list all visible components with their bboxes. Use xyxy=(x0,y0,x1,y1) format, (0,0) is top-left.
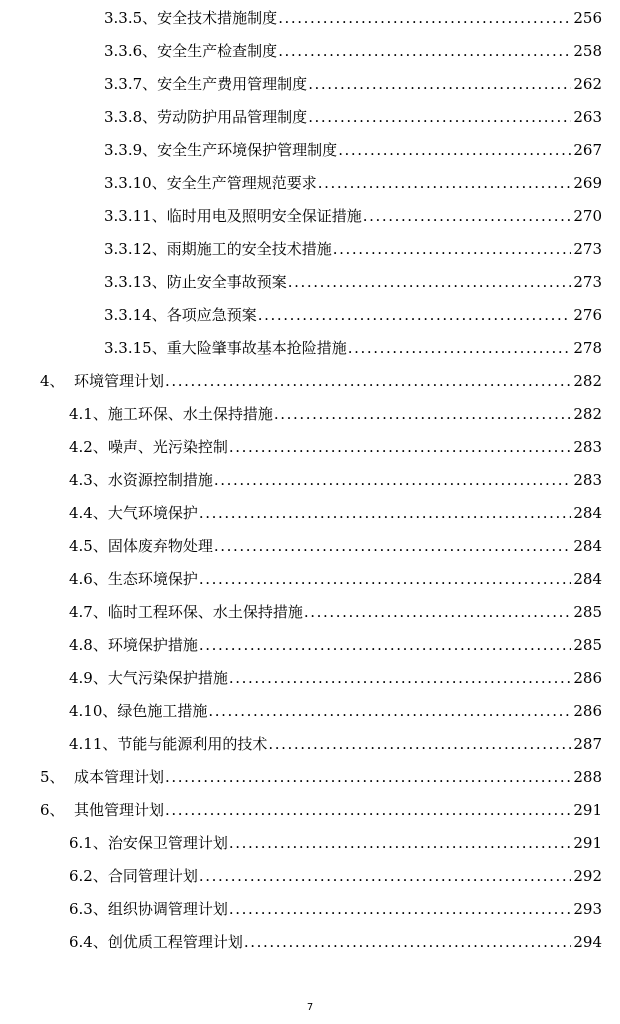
toc-entry[interactable] xyxy=(69,532,602,556)
entry-number: 3.3.6、 xyxy=(104,42,158,60)
entry-page: 273 xyxy=(573,273,602,291)
entry-title: 环境管理计划 xyxy=(74,372,165,390)
entry-title: 劳动防护用品管理制度 xyxy=(157,108,308,126)
entry-page: 284 xyxy=(573,504,602,522)
dot-leader xyxy=(304,602,571,622)
entry-page: 269 xyxy=(573,174,602,192)
toc-entry[interactable] xyxy=(69,499,602,523)
entry-page: 291 xyxy=(573,834,602,852)
dot-leader xyxy=(348,338,572,358)
dot-leader xyxy=(199,635,571,655)
entry-number: 4、 xyxy=(40,372,65,390)
dot-leader xyxy=(268,734,571,754)
entry-number: 3.3.9、 xyxy=(104,141,158,159)
toc-entry[interactable] xyxy=(104,202,602,226)
entry-title: 雨期施工的安全技术措施 xyxy=(166,240,332,258)
entry-number: 3.3.15、 xyxy=(104,339,167,357)
entry-number: 4.2、 xyxy=(69,438,108,456)
dot-leader xyxy=(278,41,571,61)
entry-page: 283 xyxy=(573,438,602,456)
entry-number: 6.4、 xyxy=(69,933,108,951)
entry-number: 4.3、 xyxy=(69,471,108,489)
entry-title: 创优质工程管理计划 xyxy=(107,933,243,951)
entry-page: 258 xyxy=(573,42,602,60)
entry-number: 3.3.5、 xyxy=(104,9,158,27)
dot-leader xyxy=(338,140,571,160)
dot-leader xyxy=(214,536,571,556)
entry-number: 4.1、 xyxy=(69,405,108,423)
toc-entry[interactable] xyxy=(69,697,602,721)
entry-page: 291 xyxy=(573,801,602,819)
dot-leader xyxy=(199,866,571,886)
entry-page: 293 xyxy=(573,900,602,918)
entry-page: 285 xyxy=(573,636,602,654)
dot-leader xyxy=(363,206,572,226)
page-number: 7 xyxy=(306,1002,314,1013)
entry-title: 绿色施工措施 xyxy=(117,702,208,720)
entry-number: 3.3.13、 xyxy=(104,273,167,291)
entry-number: 6、 xyxy=(40,801,65,819)
entry-number: 4.5、 xyxy=(69,537,108,555)
entry-page: 276 xyxy=(573,306,602,324)
entry-number: 3.3.11、 xyxy=(104,207,167,225)
entry-page: 286 xyxy=(573,702,602,720)
toc-entry-chapter[interactable] xyxy=(40,367,602,391)
entry-number: 4.10、 xyxy=(69,702,118,720)
entry-number: 3.3.8、 xyxy=(104,108,158,126)
toc-entry[interactable] xyxy=(69,598,602,622)
dot-leader xyxy=(199,569,571,589)
toc-entry[interactable] xyxy=(69,565,602,589)
entry-title: 水资源控制措施 xyxy=(107,471,213,489)
entry-title: 环境保护措施 xyxy=(107,636,198,654)
toc-entry[interactable] xyxy=(104,235,602,259)
dot-leader xyxy=(165,371,571,391)
dot-leader xyxy=(229,668,571,688)
entry-title: 大气环境保护 xyxy=(107,504,198,522)
toc-entry[interactable] xyxy=(69,433,602,457)
toc-entry[interactable] xyxy=(104,4,602,28)
entry-number: 3.3.12、 xyxy=(104,240,167,258)
dot-leader xyxy=(229,437,571,457)
entry-number: 4.6、 xyxy=(69,570,108,588)
entry-page: 284 xyxy=(573,537,602,555)
entry-page: 270 xyxy=(573,207,602,225)
entry-number: 4.4、 xyxy=(69,504,108,522)
entry-page: 284 xyxy=(573,570,602,588)
toc-entry[interactable] xyxy=(104,70,602,94)
entry-number: 4.9、 xyxy=(69,669,108,687)
dot-leader xyxy=(318,173,572,193)
toc-entry[interactable] xyxy=(104,301,602,325)
dot-leader xyxy=(229,833,571,853)
entry-number: 4.8、 xyxy=(69,636,108,654)
toc-entry[interactable] xyxy=(104,136,602,160)
entry-page: 278 xyxy=(573,339,602,357)
entry-title: 固体废弃物处理 xyxy=(107,537,213,555)
entry-title: 安全技术措施制度 xyxy=(157,9,278,27)
dot-leader xyxy=(229,899,571,919)
dot-leader xyxy=(199,503,571,523)
entry-title: 施工环保、水土保持措施 xyxy=(107,405,273,423)
entry-title: 合同管理计划 xyxy=(107,867,198,885)
dot-leader xyxy=(333,239,572,259)
entry-page: 282 xyxy=(573,372,602,390)
entry-title: 安全生产检查制度 xyxy=(157,42,278,60)
toc-entry-chapter[interactable] xyxy=(40,763,602,787)
entry-number: 5、 xyxy=(40,768,65,786)
entry-number: 3.3.7、 xyxy=(104,75,158,93)
dot-leader xyxy=(308,74,571,94)
entry-page: 256 xyxy=(573,9,602,27)
entry-page: 283 xyxy=(573,471,602,489)
entry-number: 3.3.14、 xyxy=(104,306,167,324)
entry-title: 噪声、光污染控制 xyxy=(107,438,228,456)
entry-title: 临时工程环保、水土保持措施 xyxy=(107,603,303,621)
toc-entry[interactable] xyxy=(104,334,602,358)
entry-number: 6.3、 xyxy=(69,900,108,918)
dot-leader xyxy=(258,305,572,325)
entry-title: 重大险肇事故基本抢险措施 xyxy=(166,339,347,357)
toc-entry[interactable] xyxy=(69,631,602,655)
dot-leader xyxy=(278,8,571,28)
toc-entry[interactable] xyxy=(69,400,602,424)
entry-page: 267 xyxy=(573,141,602,159)
entry-number: 3.3.10、 xyxy=(104,174,167,192)
toc-entry[interactable] xyxy=(69,829,602,853)
entry-page: 286 xyxy=(573,669,602,687)
toc-entry[interactable] xyxy=(69,862,602,886)
toc-entry[interactable] xyxy=(69,466,602,490)
entry-page: 273 xyxy=(573,240,602,258)
entry-title: 生态环境保护 xyxy=(107,570,198,588)
entry-page: 294 xyxy=(573,933,602,951)
entry-page: 263 xyxy=(573,108,602,126)
toc-entry[interactable] xyxy=(104,169,602,193)
toc-entry[interactable] xyxy=(69,895,602,919)
dot-leader xyxy=(214,470,571,490)
toc-entry[interactable] xyxy=(104,103,602,127)
entry-number: 6.2、 xyxy=(69,867,108,885)
dot-leader xyxy=(165,767,571,787)
dot-leader xyxy=(274,404,571,424)
entry-title: 安全生产环境保护管理制度 xyxy=(157,141,338,159)
entry-title: 安全生产管理规范要求 xyxy=(166,174,317,192)
entry-number: 6.1、 xyxy=(69,834,108,852)
dot-leader xyxy=(208,701,571,721)
toc-entry[interactable] xyxy=(104,268,602,292)
entry-title: 其他管理计划 xyxy=(74,801,165,819)
dot-leader xyxy=(308,107,571,127)
entry-page: 262 xyxy=(573,75,602,93)
toc-entry[interactable] xyxy=(69,928,602,952)
dot-leader xyxy=(288,272,572,292)
entry-page: 292 xyxy=(573,867,602,885)
dot-leader xyxy=(165,800,571,820)
entry-title: 临时用电及照明安全保证措施 xyxy=(166,207,362,225)
entry-title: 安全生产费用管理制度 xyxy=(157,75,308,93)
entry-page: 285 xyxy=(573,603,602,621)
dot-leader xyxy=(244,932,571,952)
entry-title: 组织协调管理计划 xyxy=(107,900,228,918)
toc-entry-chapter[interactable] xyxy=(40,796,602,820)
entry-page: 287 xyxy=(573,735,602,753)
toc-entry[interactable] xyxy=(69,730,602,754)
entry-page: 288 xyxy=(573,768,602,786)
entry-page: 282 xyxy=(573,405,602,423)
entry-title: 治安保卫管理计划 xyxy=(107,834,228,852)
entry-title: 节能与能源利用的技术 xyxy=(117,735,268,753)
entry-title: 防止安全事故预案 xyxy=(166,273,287,291)
entry-number: 4.7、 xyxy=(69,603,108,621)
entry-title: 大气污染保护措施 xyxy=(107,669,228,687)
entry-title: 各项应急预案 xyxy=(166,306,257,324)
toc-entry[interactable] xyxy=(69,664,602,688)
entry-number: 4.11、 xyxy=(69,735,118,753)
toc-entry[interactable] xyxy=(104,37,602,61)
entry-title: 成本管理计划 xyxy=(74,768,165,786)
